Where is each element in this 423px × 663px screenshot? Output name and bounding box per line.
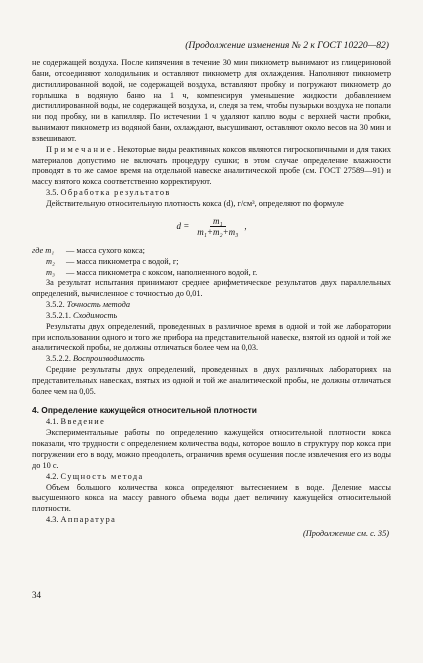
variable-text: — масса сухого кокса; [66, 245, 145, 255]
paragraph-pycnometer-procedure: не содержащей воздуха. После кипячения в течение 30 мин пикнометр вынимают из глицериновой бани, отсоединяют холодильник и оставляют пикнометр для охлаждения. Наполняют пикнометр дистиллированной водой, не содержащей воздуха, вставляют пробку и погружают пикнометр до горлышка в водяную баню на 1 ч, компенсируя уменьшение жидкости добавлением дистиллированной воды, не содержащей воздуха, и, следя за тем, чтобы пузырьки воздуха не попали ни под пробку, ни в капилляр. По истечении 1 ч удаляют каплю воды с верхней части пробки, вынимают пикнометр из водяной бани, охлаждают, высушивают, оставляют около весов на 30 мин и взвешивают. [32, 58, 391, 143]
document-body [32, 58, 391, 540]
section-title: Сходимость [72, 310, 118, 320]
section-4-2-text: Объем большого количества кокса определяют вытеснением в воде. Деление массы высушенного кокса на массу равного объема воды дает величину кажущейся относительной плотности. [32, 482, 391, 514]
variable-label: m₃ [46, 267, 55, 277]
variable-label: где m₁ [32, 245, 55, 255]
section-title: Воспроизводимость [72, 354, 145, 364]
continuation-note: (Продолжение см. с. 35) [302, 528, 389, 538]
result-paragraph: За результат испытания принимают среднее арифметическое результатов двух параллельных определений, вычисленное с точностью до 0,01. [32, 278, 391, 299]
section-3-5-2-1-heading [32, 311, 391, 322]
section-title: Аппаратура [60, 515, 117, 525]
section-4-3-heading [32, 515, 391, 526]
section-title: Обработка результатов [60, 188, 171, 198]
section-number: 3.5.2. [46, 300, 65, 310]
section-4-1-heading [32, 417, 391, 428]
section-number: 3.5.2.1. [46, 310, 71, 320]
variable-definitions [32, 246, 391, 279]
variable-text: — масса пикнометра с водой, г; [66, 256, 179, 266]
definition-row [32, 268, 391, 279]
section-title: Введение [60, 417, 106, 427]
formula-lhs: d = [176, 221, 190, 232]
section-number: 3.5. [46, 188, 59, 198]
density-formula [32, 216, 391, 238]
section-3-5-2-2-heading [32, 354, 391, 365]
variable-text: — масса пикнометра с коксом, наполненного водой, г. [66, 267, 258, 277]
formula-fraction [197, 216, 238, 238]
reproducibility-paragraph: Средние результаты двух определений, проведенных в двух различных лабораториях на представительных навесках, взятых из одной и той же аналитической пробы, не должны отличаться более чем на 0,05. [32, 365, 391, 396]
section-number: 4.1. [46, 417, 59, 427]
variable-label: m₂ [46, 256, 55, 266]
section-number: 4.3. [46, 515, 59, 525]
running-header: (Продолжение изменения № 2 к ГОСТ 10220—82) [185, 40, 389, 51]
section-4-heading: 4. Определение кажущейся относительной плотности [32, 404, 257, 415]
definition-row [32, 257, 391, 268]
formula-tail: , [244, 221, 247, 232]
formula-numerator: m₁ [210, 216, 226, 227]
section-4-2-heading [32, 472, 391, 483]
note-paragraph [32, 145, 391, 188]
formula-denominator: m₁+m₂+m₃ [197, 226, 239, 237]
section-3-5-text: Действительную относительную плотность кокса (d), г/см³, определяют по формуле [46, 198, 344, 208]
section-4-1-text: Экспериментальные работы по определению кажущейся относительной плотности кокса показали, что трудности с определением количества воды, которое вошло в структуру пор кокса при погружении его в воду, можно преодолеть, ограничив время осушения после извлечения его из воды до 10 с. [32, 428, 391, 470]
section-title: Сущность метода [60, 471, 144, 481]
page-number: 34 [32, 590, 41, 600]
definition-row [32, 246, 391, 257]
note-text: Некоторые виды реактивных коксов являются гигроскопичными и для таких материалов допустимо не включать процедуру сушки; в этом случае определение влажности проводят в то же самое время на отдельной навеске аналитической пробе (см. ГОСТ 27589—91) и массу взятого кокса соответственно корректируют. [32, 144, 391, 187]
section-number: 3.5.2.2. [46, 354, 71, 364]
section-title: Точность метода [66, 300, 130, 310]
section-number: 4.2. [46, 471, 59, 481]
convergence-paragraph: Результаты двух определений, проведенных в различное время в одной и той же лаборатории при использовании одного и того же прибора на представительной навеске, взятой из одной и той же аналитической пробы, не должны отличаться более чем на 0,03. [32, 321, 391, 353]
note-label: П р и м е ч а н и е . [46, 144, 116, 154]
section-3-5-2-heading [32, 300, 391, 311]
section-3-5-heading [32, 188, 391, 199]
